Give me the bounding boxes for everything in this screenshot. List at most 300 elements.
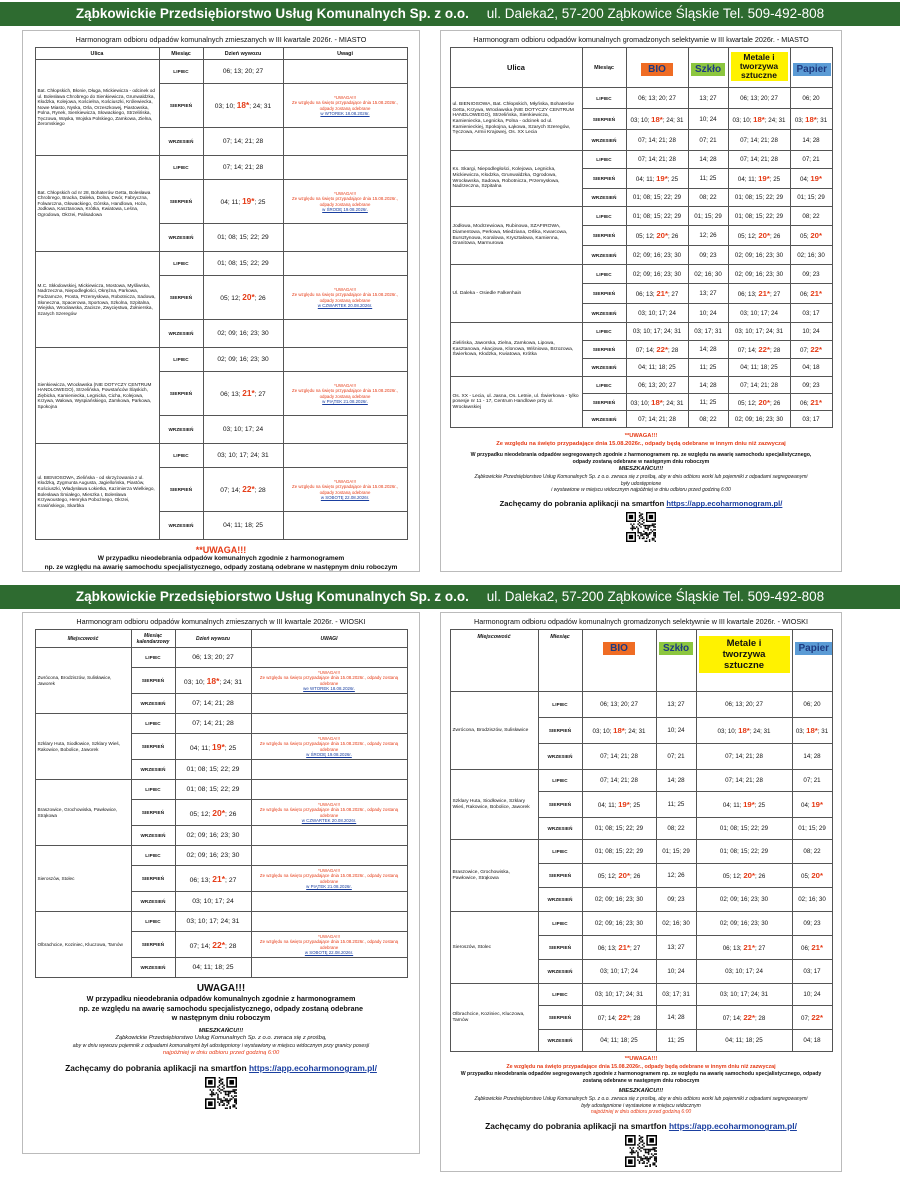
pickup-days-metal: 02; 09; 16; 23; 30 — [696, 912, 792, 936]
request-line: najpóźniej w dniu odbioru przed godziną 6:00 — [162, 1050, 280, 1057]
tl-body — [35, 60, 407, 540]
month-label: SIERPIEŃ — [131, 800, 175, 826]
pickup-days: 01; 08; 15; 22; 29 — [203, 224, 283, 252]
month-label: WRZESIEŃ — [538, 960, 582, 984]
month-label: WRZESIEŃ — [159, 320, 203, 348]
pickup-days-paper: 07; 22* — [792, 1006, 832, 1030]
month-label: SIERPIEŃ — [582, 109, 626, 130]
pickup-days-bio: 02; 09; 16; 23; 30 — [582, 888, 656, 912]
pickup-days-glass: 14; 28 — [656, 1006, 696, 1030]
month-label: SIERPIEŃ — [538, 718, 582, 744]
panel-title: Harmonogram odbioru odpadów komunalnych zmieszanych w III kwartale 2026r. - WIOSKI — [76, 617, 366, 626]
pickup-days-glass: 10; 24 — [656, 960, 696, 984]
pickup-days: 04; 11; 19*; 25 — [203, 180, 283, 224]
month-label: WRZESIEŃ — [582, 130, 626, 151]
month-label: WRZESIEŃ — [131, 694, 175, 714]
pickup-days-metal: 06; 13; 20; 27 — [728, 88, 790, 109]
empty-note — [251, 958, 407, 978]
month-label: LIPIEC — [538, 840, 582, 864]
pickup-days-glass: 10; 24 — [688, 304, 728, 323]
month-label: SIERPIEŃ — [131, 668, 175, 694]
month-label: SIERPIEŃ — [582, 169, 626, 189]
holiday-note: *UWAGA!!! Ze względu na święto przypadające dnia 15.08.2026r., odpady zostaną odebrane we WTOREK 18.08.2026r. — [251, 668, 407, 694]
metal-label: Metale i tworzywa sztuczne — [699, 636, 790, 673]
holiday-notice: Ze względu na święto przypadające dnia 15.08.2026r., odpady będą odebrane w innym dniu niż zazwyczaj — [496, 440, 786, 447]
pickup-days-paper: 03; 17 — [790, 411, 832, 428]
pickup-days-metal: 03; 10; 18*; 24; 31 — [728, 109, 790, 130]
month-label: LIPIEC — [159, 156, 203, 180]
qr-code-icon — [626, 512, 656, 542]
pickup-days-bio: 07; 14; 21; 28 — [626, 130, 688, 151]
month-label: SIERPIEŃ — [538, 864, 582, 888]
panel-title: Harmonogram odbioru odpadów komunalnych zmieszanych w III kwartale 2026r. - MIASTO — [75, 35, 367, 44]
street-list: Bat. Chłopskich od nr 28, Bohaterów Getta, Bolesława Chrobrego, Bracka, Daleka, Dolna, Dwór, Fabryczna, Folwarczna, Głowackiego, Górska, Handlowa, Hoża, Jodłowa, Kasztanowa, Krótka, Kwiatowa, Leśna, Ogrodowa, Okrzei, Palisadowa — [35, 156, 159, 252]
pickup-days-metal: 07; 14; 22*; 28 — [696, 1006, 792, 1030]
pickup-days-glass: 10; 24 — [688, 109, 728, 130]
pickup-days-bio: 04; 11; 19*; 25 — [582, 792, 656, 818]
col-header: Miesiąc — [159, 48, 203, 60]
empty-note — [283, 252, 407, 276]
street-list: Zwrócona, Brodziszów, Sulisławice — [450, 692, 538, 770]
footer-notice — [441, 1056, 841, 1167]
empty-note — [251, 760, 407, 780]
month-label: WRZESIEŃ — [582, 359, 626, 377]
month-label: LIPIEC — [582, 207, 626, 226]
pickup-days-glass: 03; 17; 31 — [656, 984, 696, 1006]
notice-line: w następnym dniu roboczym — [171, 1013, 271, 1022]
month-label: SIERPIEŃ — [159, 180, 203, 224]
month-label: LIPIEC — [582, 151, 626, 169]
col-header: UWAGI — [251, 630, 407, 648]
pickup-days-metal: 06; 13; 21*; 27 — [728, 284, 790, 304]
request-line: aby w dniu wywozu pojemnik z odpadami komunalnymi był udostępniony i wystawiony w miejscu widocznym przy granicy posesji — [72, 1042, 370, 1049]
month-label: WRZESIEŃ — [582, 304, 626, 323]
warning-title: **UWAGA!!! — [195, 545, 247, 555]
pickup-days: 06; 13; 20; 27 — [175, 648, 251, 668]
notice-line: W przypadku nieodebrania odpadów komunalnych zgodnie z harmonogramem — [86, 994, 356, 1003]
pickup-days-bio: 01; 08; 15; 22; 29 — [626, 189, 688, 207]
pickup-days: 06; 13; 20; 27 — [203, 60, 283, 84]
pickup-days-metal: 07; 14; 21; 28 — [728, 151, 790, 169]
pickup-days-paper: 06; 21* — [792, 936, 832, 960]
pickup-days-bio: 03; 10; 18*; 24; 31 — [626, 109, 688, 130]
pickup-days-bio: 06; 13; 20; 27 — [626, 88, 688, 109]
pickup-days-glass: 13; 27 — [656, 936, 696, 960]
pickup-days: 02; 09; 16; 23; 30 — [175, 846, 251, 866]
panel-wioski-selektywne — [440, 612, 842, 1172]
street-list: Olbrachcice, Koziniec, Kluczowa, Tarnów — [35, 912, 131, 978]
month-label: LIPIEC — [538, 984, 582, 1006]
holiday-notice: Ze względu na święto przypadające dnia 15.08.2026r., odpady będą odebrane w innym dniu niż zazwyczaj — [506, 1063, 776, 1070]
empty-note — [251, 780, 407, 800]
bio-label: BIO — [641, 63, 673, 76]
pickup-days: 07; 14; 21; 28 — [203, 128, 283, 156]
street-list: Os. XX - Lecia, ul. Jasna, Os. Letnie, ul. Świerkowa - tylko posesje nr 11 - 17, Centrum Handlowe przy ul. Wrocławskiej — [450, 377, 582, 428]
notice-line: W przypadku nieodebrania odpadów segregowanych zgodnie z harmonogramem np. ze względu na awarię samochodu specjalistycznego, odpady zostaną odebrane w następnym dniu roboczym — [460, 1071, 822, 1085]
street-list: Ks. Skargi, Niepodległości, Kolejowa, Legnicka, Mickiewicza, Kłodzka, Grunwaldzka, Ogrodowa, Wrocławska, Sadowa, Robotnicza, Przemysłowa, Nadrzeczna, Szpitalna — [450, 151, 582, 207]
month-label: SIERPIEŃ — [538, 792, 582, 818]
pickup-days-glass: 11; 25 — [656, 1030, 696, 1052]
pickup-days: 05; 12; 20*; 26 — [203, 276, 283, 320]
pickup-days-paper: 10; 24 — [790, 323, 832, 341]
footer-notice — [441, 433, 841, 542]
pickup-days-metal: 07; 14; 21; 28 — [696, 770, 792, 792]
pickup-days-bio: 03; 10; 18*; 24; 31 — [582, 718, 656, 744]
residents-title: MIESZKAŃCU!!! — [618, 1088, 664, 1095]
pickup-days-paper: 05; 20* — [790, 226, 832, 246]
pickup-days: 04; 11; 18; 25 — [175, 958, 251, 978]
pickup-days-paper: 01; 15; 29 — [792, 818, 832, 840]
pickup-days-bio: 02; 09; 16; 23; 30 — [626, 265, 688, 284]
pickup-days-bio: 06; 13; 20; 27 — [626, 377, 688, 394]
pickup-days-metal: 02; 09; 16; 23; 30 — [728, 265, 790, 284]
pickup-days-bio: 07; 14; 21; 28 — [582, 770, 656, 792]
empty-note — [251, 846, 407, 866]
pickup-days-paper: 02; 16; 30 — [790, 246, 832, 265]
request-line: Ząbkowickie Przedsiębiorstwo Usług Komunalnych Sp. z o.o. zwraca się z prośbą, aby w dniu odbioru worki lub pojemniki z odpadami segregowanymi były udostępnione — [474, 473, 808, 487]
empty-note — [283, 128, 407, 156]
pickup-days-metal: 03; 10; 17; 24; 31 — [728, 323, 790, 341]
month-label: LIPIEC — [538, 912, 582, 936]
pickup-days-bio: 03; 10; 17; 24 — [582, 960, 656, 984]
col-header: Miejscowość — [450, 630, 538, 692]
month-label: LIPIEC — [131, 846, 175, 866]
pickup-days-paper: 09; 23 — [790, 377, 832, 394]
month-label: SIERPIEŃ — [538, 936, 582, 960]
pickup-days-metal: 01; 08; 15; 22; 29 — [696, 818, 792, 840]
month-label: WRZESIEŃ — [159, 512, 203, 540]
month-label: WRZESIEŃ — [538, 744, 582, 770]
pickup-days-paper: 06; 21* — [790, 394, 832, 411]
pickup-days-paper: 08; 22 — [790, 207, 832, 226]
pickup-days-bio: 01; 08; 15; 22; 29 — [626, 207, 688, 226]
pickup-days-metal: 02; 09; 16; 23; 30 — [696, 888, 792, 912]
holiday-note: *UWAGA!!! Ze względu na święto przypadające dnia 15.08.2026r., odpady zostaną odebrane w SOBOTĘ 22.08.2026r. — [283, 468, 407, 512]
pickup-days-glass: 12; 26 — [688, 226, 728, 246]
month-label: LIPIEC — [582, 88, 626, 109]
month-label: WRZESIEŃ — [131, 892, 175, 912]
pickup-days-paper: 05; 20* — [792, 864, 832, 888]
month-label: LIPIEC — [582, 265, 626, 284]
empty-note — [283, 224, 407, 252]
empty-note — [251, 714, 407, 734]
panel-miasto-selektywne — [440, 30, 842, 572]
month-label: LIPIEC — [582, 377, 626, 394]
pickup-days-metal: 01; 08; 15; 22; 29 — [728, 189, 790, 207]
month-label: SIERPIEŃ — [159, 468, 203, 512]
street-list: Olbrachcice, Koziniec, Kluczowa, Tarnów — [450, 984, 538, 1052]
schedule-table — [450, 629, 833, 1052]
pickup-days: 02; 09; 16; 23; 30 — [203, 320, 283, 348]
month-label: WRZESIEŃ — [582, 189, 626, 207]
pickup-days-bio: 06; 13; 21*; 27 — [626, 284, 688, 304]
month-label: WRZESIEŃ — [131, 826, 175, 846]
pickup-days-paper: 04; 18 — [792, 1030, 832, 1052]
pickup-days: 04; 11; 19*; 25 — [175, 734, 251, 760]
pickup-days-glass: 08; 22 — [656, 818, 696, 840]
pickup-days-bio: 03; 10; 18*; 24; 31 — [626, 394, 688, 411]
pickup-days-glass: 09; 23 — [656, 888, 696, 912]
pickup-days-glass: 02; 16; 30 — [688, 265, 728, 284]
pickup-days-glass: 08; 22 — [688, 411, 728, 428]
pickup-days-metal: 02; 09; 16; 23; 30 — [728, 411, 790, 428]
company-name: Ząbkowickie Przedsiębiorstwo Usług Komunalnych Sp. z o.o. — [75, 589, 469, 604]
month-label: WRZESIEŃ — [582, 411, 626, 428]
street-list: Braszowice, Grochowiska, Pawłowice, Strąkowa — [35, 780, 131, 846]
col-header: Uwagi — [283, 48, 407, 60]
warning-title: **UWAGA!!! — [624, 433, 658, 439]
month-label: SIERPIEŃ — [582, 394, 626, 411]
pickup-days: 06; 13; 21*; 27 — [203, 372, 283, 416]
panel-miasto-zmieszane — [22, 30, 420, 572]
pickup-days-paper: 07; 21 — [790, 151, 832, 169]
pickup-days-glass: 10; 24 — [656, 718, 696, 744]
pickup-days: 01; 08; 15; 22; 29 — [175, 780, 251, 800]
warning-title: **UWAGA!!! — [624, 1056, 658, 1062]
notice-line: W przypadku nieodebrania odpadów segregowanych zgodnie z harmonogramem np. ze względu na awarię samochodu specjalistycznego, odpady zostaną odebrane w następnym dniu roboczym — [470, 452, 812, 466]
col-header: Dzień wywozu — [203, 48, 283, 60]
panel-title: Harmonogram odbioru odpadów komunalnych gromadzonych selektywnie w III kwartale 2026r. - MIASTO — [473, 35, 809, 44]
month-label: LIPIEC — [582, 323, 626, 341]
month-label: LIPIEC — [131, 648, 175, 668]
header-band-bottom — [0, 585, 900, 609]
month-label: LIPIEC — [538, 770, 582, 792]
pickup-days-paper: 07; 22* — [790, 341, 832, 359]
pickup-days-glass: 13; 27 — [688, 284, 728, 304]
pickup-days-bio: 04; 11; 18; 25 — [582, 1030, 656, 1052]
pickup-days-glass: 14; 28 — [688, 341, 728, 359]
pickup-days: 03; 10; 17; 24; 31 — [203, 444, 283, 468]
notice-line: W przypadku nieodebrania odpadów komunalnych zgodnie z harmonogramem — [97, 555, 345, 562]
pickup-days: 07; 14; 22*; 28 — [203, 468, 283, 512]
pickup-days-bio: 03; 10; 17; 24; 31 — [626, 323, 688, 341]
col-header: Miesiąc — [538, 630, 582, 692]
pickup-days: 07; 14; 21; 28 — [203, 156, 283, 180]
tr-body — [450, 88, 832, 428]
panel-title: Harmonogram odbioru odpadów komunalnych gromadzonych selektywnie w III kwartale 2026r. - WIOSKI — [474, 617, 808, 626]
month-label: SIERPIEŃ — [159, 84, 203, 128]
pickup-days-metal: 03; 10; 18*; 24; 31 — [696, 718, 792, 744]
pickup-days-paper: 04; 19* — [790, 169, 832, 189]
holiday-note: *UWAGA!!! Ze względu na święto przypadające dnia 15.08.2026r., odpady zostaną odebrane w ŚRODĘ 19.08.2026r. — [283, 180, 407, 224]
notice-line: np. ze względu na awarię samochodu specjalistycznego, odpady zostaną odebrane — [79, 1003, 363, 1013]
pickup-days: 01; 08; 15; 22; 29 — [175, 760, 251, 780]
pickup-days-glass: 08; 22 — [688, 189, 728, 207]
pickup-days-paper: 08; 22 — [792, 840, 832, 864]
pickup-days: 07; 14; 21; 28 — [175, 694, 251, 714]
pickup-days: 02; 09; 16; 23; 30 — [175, 826, 251, 846]
request-line: Ząbkowickie Przedsiębiorstwo Usług Komunalnych Sp. z o.o. zwraca się z prośbą, aby w dniu odbioru worki lub pojemniki z odpadami segregowanymi były udostępnione i wystawione w miejscu widocznym — [474, 1095, 808, 1109]
empty-note — [283, 512, 407, 540]
street-list: ul. BIENIOSOWA, Zielińska - od skrzyżowania z ul. Kłodzką, Zygmunta Augusta, Jagiellońska, Piastów, Kościuszki, Władysława Łokietka, Kazimierza Wielkiego, Bolesława Śmiałego, Mieszka I, Bolesława Krzywoustego, Henryka Pobożnego, Okrzei, Krasińskiego, Skarbka — [35, 444, 159, 540]
street-list: Sieroszów, Stolec — [450, 912, 538, 984]
pickup-days: 03; 10; 18*; 24; 31 — [203, 84, 283, 128]
pickup-days-metal: 07; 14; 21; 28 — [728, 130, 790, 151]
pickup-days: 02; 09; 16; 23; 30 — [203, 348, 283, 372]
pickup-days-paper: 06; 20 — [790, 88, 832, 109]
pickup-days-glass: 12; 26 — [656, 864, 696, 888]
street-list: Szklary Huta, Siodłowice, Szklary Wieś, Rakowice, Bobolice, Jaworek — [450, 770, 538, 840]
pickup-days-glass: 13; 27 — [656, 692, 696, 718]
pickup-days: 06; 13; 21*; 27 — [175, 866, 251, 892]
street-list: Braszowice, Grochowiska, Pawłowice, Strąkowa — [450, 840, 538, 912]
month-label: WRZESIEŃ — [538, 1030, 582, 1052]
pickup-days-bio: 07; 14; 22*; 28 — [582, 1006, 656, 1030]
month-label: WRZESIEŃ — [538, 888, 582, 912]
pickup-days-metal: 07; 14; 22*; 28 — [728, 341, 790, 359]
holiday-note: *UWAGA!!! Ze względu na święto przypadające dnia 15.08.2026r., odpady zostaną odebrane w ŚRODĘ 19.08.2026r. — [251, 734, 407, 760]
holiday-note: *UWAGA!!! Ze względu na święto przypadające dnia 15.08.2026r., odpady zostaną odebrane w PIĄTEK 21.08.2026r. — [283, 372, 407, 416]
pickup-days-glass: 01; 15; 29 — [656, 840, 696, 864]
pickup-days: 07; 14; 21; 28 — [175, 714, 251, 734]
street-list: Zwrócona, Brodziszów, Sulisławice, Jaworek — [35, 648, 131, 714]
pickup-days: 01; 08; 15; 22; 29 — [203, 252, 283, 276]
pickup-days-paper: 14; 28 — [790, 130, 832, 151]
pickup-days-metal: 04; 11; 18; 25 — [728, 359, 790, 377]
request-line: najpóźniej w dniu odbioru przed godziną 6:00 — [590, 1109, 692, 1116]
pickup-days-glass: 07; 21 — [656, 744, 696, 770]
month-label: SIERPIEŃ — [538, 1006, 582, 1030]
qr-code-icon — [625, 1135, 657, 1167]
app-link[interactable]: https://app.ecoharmonogram.pl/ — [248, 1062, 377, 1073]
paper-label: Papier — [795, 642, 833, 655]
month-label: SIERPIEŃ — [582, 341, 626, 359]
pickup-days-bio: 04; 11; 19*; 25 — [626, 169, 688, 189]
pickup-days-metal: 06; 13; 20; 27 — [696, 692, 792, 718]
pickup-days-metal: 05; 12; 20*; 26 — [696, 864, 792, 888]
pickup-days-paper: 06; 20 — [792, 692, 832, 718]
street-list: Zielińska, Jaworska, Zielna, Zamkowa, Lipowa, Kasztanowa, Akacjowa, Klonowa, Wiśniowa, Brzozowa, Świerkowa, Kłodzka, Kwiatowa, Krótka — [450, 323, 582, 377]
pickup-days-paper: 03; 18*; 31 — [792, 718, 832, 744]
month-label: WRZESIEŃ — [538, 818, 582, 840]
pickup-days-glass: 11; 25 — [688, 359, 728, 377]
col-header: Ulica — [35, 48, 159, 60]
pickup-days-metal: 01; 08; 15; 22; 29 — [696, 840, 792, 864]
pickup-days-bio: 07; 14; 21; 28 — [582, 744, 656, 770]
pickup-days-paper: 07; 21 — [792, 770, 832, 792]
pickup-days-metal: 03; 10; 17; 24 — [728, 304, 790, 323]
qr-code-icon — [205, 1077, 237, 1109]
month-label: SIERPIEŃ — [582, 226, 626, 246]
glass-label: Szkło — [659, 642, 693, 655]
empty-note — [251, 826, 407, 846]
paper-label: Papier — [793, 63, 832, 76]
pickup-days-paper: 04; 19* — [792, 792, 832, 818]
empty-note — [283, 60, 407, 84]
month-label: WRZESIEŃ — [159, 224, 203, 252]
pickup-days-glass: 03; 17; 31 — [688, 323, 728, 341]
pickup-days-metal: 06; 13; 21*; 27 — [696, 936, 792, 960]
pickup-days: 03; 10; 17; 24; 31 — [175, 912, 251, 932]
company-address: ul. Daleka2, 57-200 Ząbkowice Śląskie Tel. 509-492-808 — [486, 6, 825, 21]
request-line: Ząbkowickie Przedsiębiorstwo Usług Komunalnych Sp. z o.o. zwraca się z prośbą, — [115, 1035, 327, 1042]
footer-notice — [23, 983, 419, 1109]
pickup-days-paper: 03; 17 — [790, 304, 832, 323]
bl-body — [35, 648, 407, 978]
notice-line: np. ze względu na awarię samochodu specjalistycznego, odpady zostaną odebrane w następnym dniu roboczym — [44, 563, 398, 571]
pickup-days-metal: 07; 14; 21; 28 — [728, 377, 790, 394]
pickup-days-glass: 09; 23 — [688, 246, 728, 265]
month-label: LIPIEC — [159, 60, 203, 84]
street-list: M.C. Skłodowskiej, Mickiewicza, Mostowa, Myśliwska, Nadrzeczna, Niepodległości, Okrężna, Parkowa, Podzamcze, Prosta, Przemysłowa, Robotnicza, Sadowa, Słoneczna, Spacerowa, Sportowa, Szkolna, Szpitalna, Wiejska, Wrocławska, Zacisze, Zwycięstwa, Żołnierska, Szarych Szeregów — [35, 252, 159, 348]
warning-title: UWAGA!!! — [196, 983, 246, 994]
pickup-days-glass: 14; 28 — [688, 377, 728, 394]
pickup-days-metal: 04; 11; 19*; 25 — [728, 169, 790, 189]
pickup-days: 03; 10; 17; 24 — [175, 892, 251, 912]
pickup-days-metal: 03; 10; 17; 24; 31 — [696, 984, 792, 1006]
pickup-days-glass: 07; 21 — [688, 130, 728, 151]
month-label: LIPIEC — [538, 692, 582, 718]
pickup-days-bio: 07; 14; 21; 28 — [626, 411, 688, 428]
pickup-days-bio: 01; 08; 15; 22; 29 — [582, 818, 656, 840]
empty-note — [251, 912, 407, 932]
month-label: SIERPIEŃ — [159, 276, 203, 320]
pickup-days-bio: 04; 11; 18; 25 — [626, 359, 688, 377]
holiday-note: *UWAGA!!! Ze względu na święto przypadające dnia 15.08.2026r., odpady zostaną odebrane w WTOREK 18.08.2026r. — [283, 84, 407, 128]
holiday-note: *UWAGA!!! Ze względu na święto przypadające dnia 15.08.2026r., odpady zostaną odebrane w SOBOTĘ 22.08.2026r. — [251, 932, 407, 958]
pickup-days-paper: 14; 28 — [792, 744, 832, 770]
street-list: Szklary Huta, Siodłowice, Szklary Wieś, Rakowice, Bobolice, Jaworek — [35, 714, 131, 780]
schedule-table — [450, 47, 833, 428]
br-body — [450, 692, 832, 1052]
holiday-note: *UWAGA!!! Ze względu na święto przypadające dnia 15.08.2026r., odpady zostaną odebrane w PIĄTEK 21.08.2026r. — [251, 866, 407, 892]
pickup-days-paper: 04; 18 — [790, 359, 832, 377]
footer-notice — [23, 545, 419, 572]
pickup-days-metal: 03; 10; 17; 24 — [696, 960, 792, 984]
pickup-days-metal: 04; 11; 18; 25 — [696, 1030, 792, 1052]
empty-note — [283, 348, 407, 372]
header-band-top — [0, 2, 900, 26]
pickup-days-glass: 02; 16; 30 — [656, 912, 696, 936]
pickup-days: 03; 10; 17; 24 — [203, 416, 283, 444]
street-list: Bat. Chłopskich, Błonie, Długa, Mickiewicza - odcinek od ul. Bolesława Chrobrego do Sienkiewicza, Grunwaldzka, Kłodzka, Kolejowa, Kościelna, Kościuszki, Królewiecka, Nowe Miasto, Nyska, Orla, Orzeszkowej, Piastowska, Polna, Rynek, Sienkiewicza, Słowackiego, Strzelińska, Tęczowa, Wąska, Wojska Polskiego, Zamkowa, Zielna, Żeromskiego — [35, 60, 159, 156]
pickup-days-paper: 10; 24 — [792, 984, 832, 1006]
month-label: WRZESIEŃ — [131, 760, 175, 780]
month-label: LIPIEC — [159, 252, 203, 276]
empty-note — [283, 444, 407, 468]
app-text: Zachęcamy do pobrania aplikacji na smartfon — [65, 1062, 247, 1073]
request-line: i wystawione w miejscu widocznym najpóźniej w dniu odbioru przed godziną 6:00 — [551, 487, 731, 494]
pickup-days-glass: 11; 25 — [656, 792, 696, 818]
pickup-days-bio: 07; 14; 22*; 28 — [626, 341, 688, 359]
app-link[interactable]: https://app.ecoharmonogram.pl/ — [668, 1121, 797, 1132]
street-list: Sieroszów, Stolec — [35, 846, 131, 912]
col-header: Miesiąc kalendarzowy — [131, 630, 175, 648]
pickup-days-paper: 01; 15; 29 — [790, 189, 832, 207]
pickup-days-bio: 05; 12; 20*; 26 — [582, 864, 656, 888]
pickup-days: 03; 10; 18*; 24; 31 — [175, 668, 251, 694]
pickup-days-metal: 02; 09; 16; 23; 30 — [728, 246, 790, 265]
pickup-days-metal: 05; 12; 20*; 26 — [728, 226, 790, 246]
street-list: Sienkiewicza, Wrocławska (NIE DOTYCZY CENTRUM HANDLOWEGO), Strzelińska, Powstańców Śląskich, Ziębicka, Kamieniecka, Legnicka, Cicha, Kolejowa, Krzywa, Wałowa, Wyspiańskiego, Zamkowa, Parkowa, Spokojna — [35, 348, 159, 444]
pickup-days-paper: 03; 18*; 31 — [790, 109, 832, 130]
app-link[interactable]: https://app.ecoharmonogram.pl/ — [666, 499, 783, 509]
month-label: LIPIEC — [159, 444, 203, 468]
residents-title: MIESZKAŃCU!!! — [618, 466, 664, 473]
month-label: WRZESIEŃ — [159, 416, 203, 444]
pickup-days-metal: 07; 14; 21; 28 — [696, 744, 792, 770]
month-label: LIPIEC — [159, 348, 203, 372]
street-list: Ul. Daleka - Osiedle Falkenhain — [450, 265, 582, 323]
pickup-days: 04; 11; 18; 25 — [203, 512, 283, 540]
pickup-days-paper: 09; 23 — [790, 265, 832, 284]
pickup-days-bio: 02; 09; 16; 23; 30 — [626, 246, 688, 265]
pickup-days-bio: 06; 13; 21*; 27 — [582, 936, 656, 960]
pickup-days-metal: 04; 11; 19*; 25 — [696, 792, 792, 818]
panel-wioski-zmieszane — [22, 612, 420, 1154]
col-header: Ulica — [450, 48, 582, 88]
street-list: Jodłowa, Modrzewiowa, Rubinowa, SZAFIROWA, Diamentowa, Perłowa, Miedziana, Orlika, Kwarcowa, Bursztynowa, Koralowa, Kryształowa, Kamienna, Granitowa, Marmurowa — [450, 207, 582, 265]
